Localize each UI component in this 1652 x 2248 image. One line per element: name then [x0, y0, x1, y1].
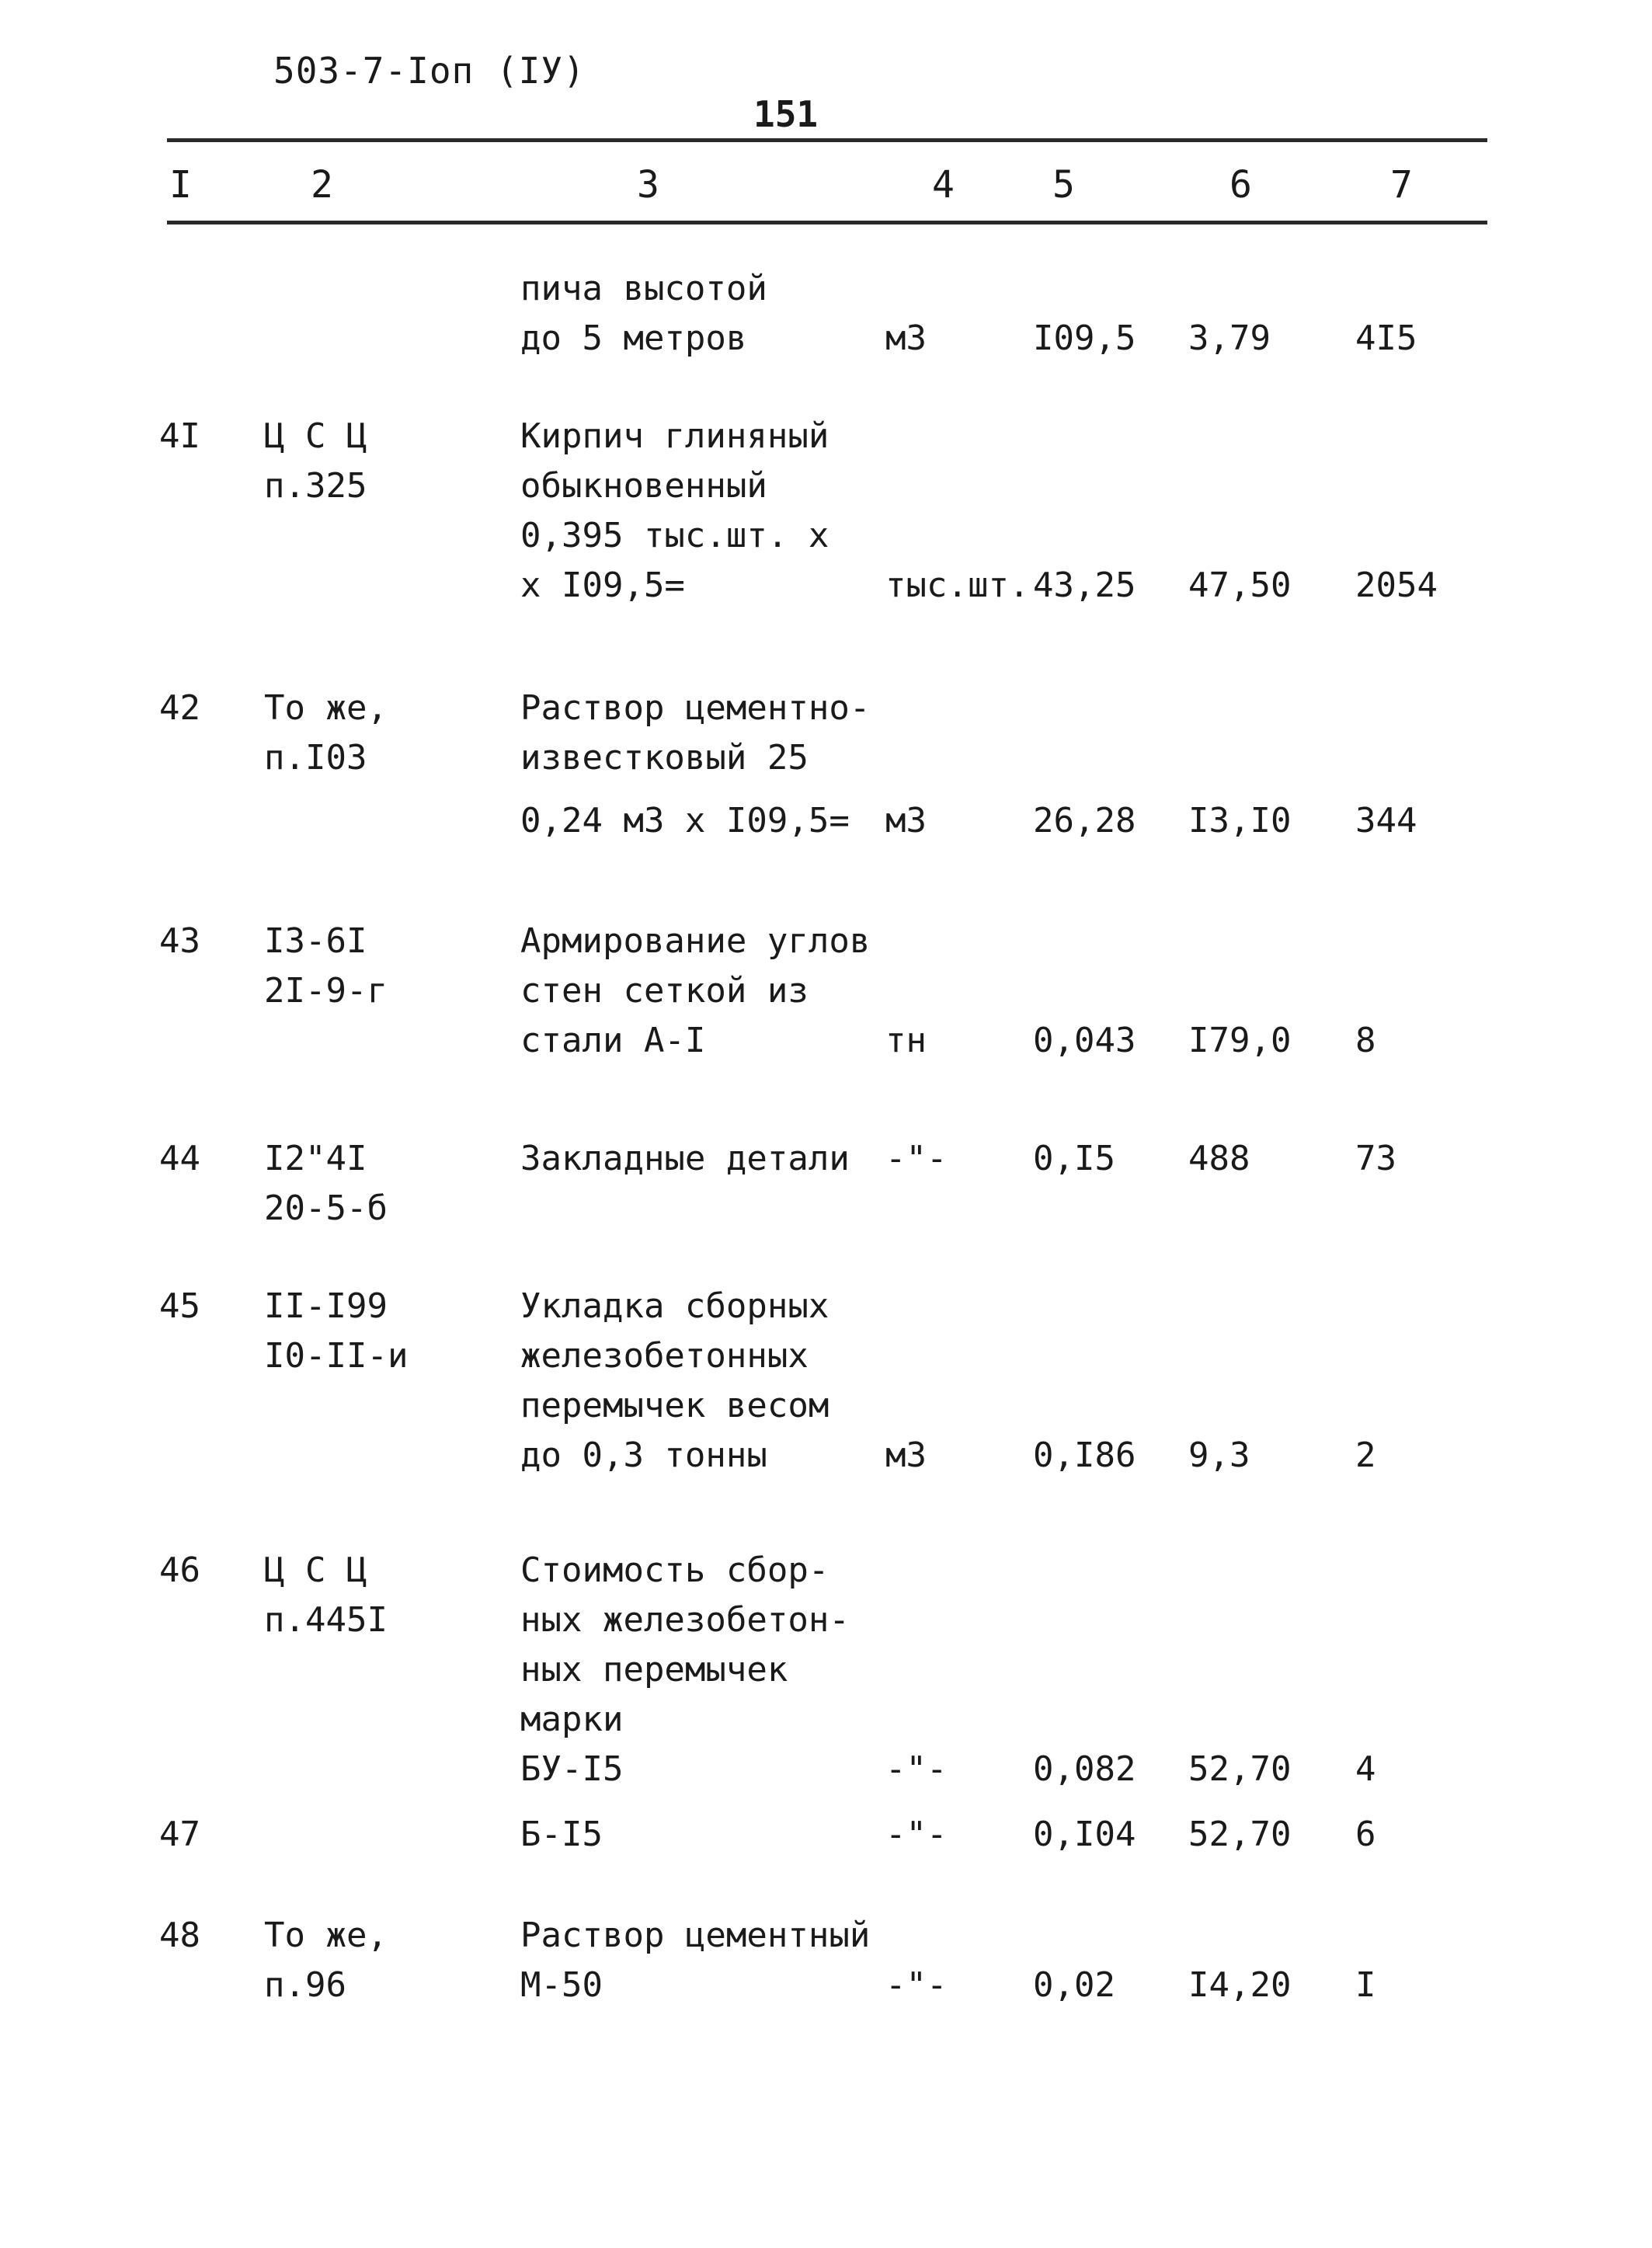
- work-description: М-50: [520, 1965, 603, 2005]
- column-header-7: 7: [1390, 163, 1413, 207]
- norm-reference: п.96: [264, 1965, 346, 2005]
- unit-of-measure: тн: [885, 1021, 927, 1060]
- work-description: Кирпич глиняный: [520, 416, 829, 456]
- column-header-4: 4: [932, 163, 955, 207]
- work-description: Б-I5: [520, 1815, 603, 1854]
- unit-of-measure: м3: [885, 1435, 927, 1475]
- total-cost: 2: [1355, 1435, 1376, 1475]
- header-rule-bottom: [167, 221, 1487, 224]
- quantity: 0,I04: [1033, 1815, 1136, 1854]
- quantity: 0,02: [1033, 1965, 1115, 2005]
- row-number: 46: [159, 1550, 200, 1590]
- work-description: перемычек весом: [520, 1386, 829, 1425]
- total-cost: I: [1355, 1965, 1376, 2005]
- unit-price: 47,50: [1188, 565, 1292, 605]
- quantity: I09,5: [1033, 318, 1136, 358]
- row-number: 42: [159, 688, 200, 728]
- work-description: до 5 метров: [520, 318, 747, 358]
- work-description: Стоимость сбор-: [520, 1550, 829, 1590]
- unit-price: 52,70: [1188, 1749, 1292, 1789]
- unit-of-measure: -"-: [885, 1139, 948, 1178]
- work-description: ных железобетон-: [520, 1600, 850, 1640]
- work-description: ных перемычек: [520, 1650, 788, 1689]
- row-number: 45: [159, 1286, 200, 1326]
- norm-reference: I3-6I: [264, 921, 367, 961]
- quantity: 43,25: [1033, 565, 1136, 605]
- row-number: 48: [159, 1916, 200, 1955]
- norm-reference: То же,: [264, 688, 388, 728]
- work-description: железобетонных: [520, 1336, 809, 1376]
- quantity: 0,043: [1033, 1021, 1136, 1060]
- unit-price: I4,20: [1188, 1965, 1292, 2005]
- total-cost: 73: [1355, 1139, 1396, 1178]
- row-number: 43: [159, 921, 200, 961]
- document-code: 503-7-Iоп (IУ): [273, 50, 586, 92]
- unit-price: 9,3: [1188, 1435, 1250, 1475]
- unit-price: I3,I0: [1188, 801, 1292, 840]
- work-description: обыкновенный: [520, 466, 767, 506]
- total-cost: 4: [1355, 1749, 1376, 1789]
- column-header-3: 3: [637, 163, 659, 207]
- row-number: 44: [159, 1139, 200, 1178]
- work-description: Закладные детали: [520, 1139, 850, 1178]
- work-description: известковый 25: [520, 738, 809, 778]
- work-description: стали А-I: [520, 1021, 706, 1060]
- work-description: Армирование углов: [520, 921, 871, 961]
- work-description: пича высотой: [520, 269, 767, 308]
- norm-reference: Ц С Ц: [264, 416, 367, 456]
- column-header-6: 6: [1229, 163, 1252, 207]
- norm-reference: 20-5-б: [264, 1188, 388, 1228]
- total-cost: 2054: [1355, 565, 1438, 605]
- column-header-2: 2: [311, 163, 333, 207]
- norm-reference: п.445I: [264, 1600, 388, 1640]
- total-cost: 6: [1355, 1815, 1376, 1854]
- work-description: Раствор цементно-: [520, 688, 871, 728]
- norm-reference: II-I99: [264, 1286, 388, 1326]
- total-cost: 344: [1355, 801, 1417, 840]
- quantity: 0,I86: [1033, 1435, 1136, 1475]
- unit-of-measure: м3: [885, 318, 927, 358]
- unit-of-measure: -"-: [885, 1749, 948, 1789]
- row-number: 47: [159, 1815, 200, 1854]
- norm-reference: То же,: [264, 1916, 388, 1955]
- work-description: 0,24 м3 х I09,5=: [520, 801, 850, 840]
- norm-reference: 2I-9-г: [264, 971, 388, 1011]
- norm-reference: п.I03: [264, 738, 367, 778]
- work-description: до 0,3 тонны: [520, 1435, 767, 1475]
- column-header-1: I: [169, 163, 192, 207]
- unit-of-measure: -"-: [885, 1815, 948, 1854]
- unit-of-measure: м3: [885, 801, 927, 840]
- header-rule-top: [167, 138, 1487, 142]
- total-cost: 8: [1355, 1021, 1376, 1060]
- norm-reference: Ц С Ц: [264, 1550, 367, 1590]
- work-description: Раствор цементный: [520, 1916, 871, 1955]
- work-description: марки: [520, 1700, 624, 1739]
- page-number: 151: [753, 93, 819, 135]
- unit-price: 52,70: [1188, 1815, 1292, 1854]
- unit-price: I79,0: [1188, 1021, 1292, 1060]
- row-number: 4I: [159, 416, 200, 456]
- unit-of-measure: -"-: [885, 1965, 948, 2005]
- quantity: 0,082: [1033, 1749, 1136, 1789]
- work-description: Укладка сборных: [520, 1286, 829, 1326]
- unit-price: 488: [1188, 1139, 1250, 1178]
- total-cost: 4I5: [1355, 318, 1417, 358]
- quantity: 26,28: [1033, 801, 1136, 840]
- norm-reference: п.325: [264, 466, 367, 506]
- norm-reference: I2"4I: [264, 1139, 367, 1178]
- work-description: х I09,5=: [520, 565, 685, 605]
- unit-price: 3,79: [1188, 318, 1271, 358]
- work-description: 0,395 тыс.шт. х: [520, 516, 829, 555]
- unit-of-measure: тыс.шт.: [885, 565, 1030, 605]
- norm-reference: I0-II-и: [264, 1336, 409, 1376]
- work-description: стен сеткой из: [520, 971, 809, 1011]
- quantity: 0,I5: [1033, 1139, 1115, 1178]
- column-header-5: 5: [1052, 163, 1075, 207]
- work-description: БУ-I5: [520, 1749, 624, 1789]
